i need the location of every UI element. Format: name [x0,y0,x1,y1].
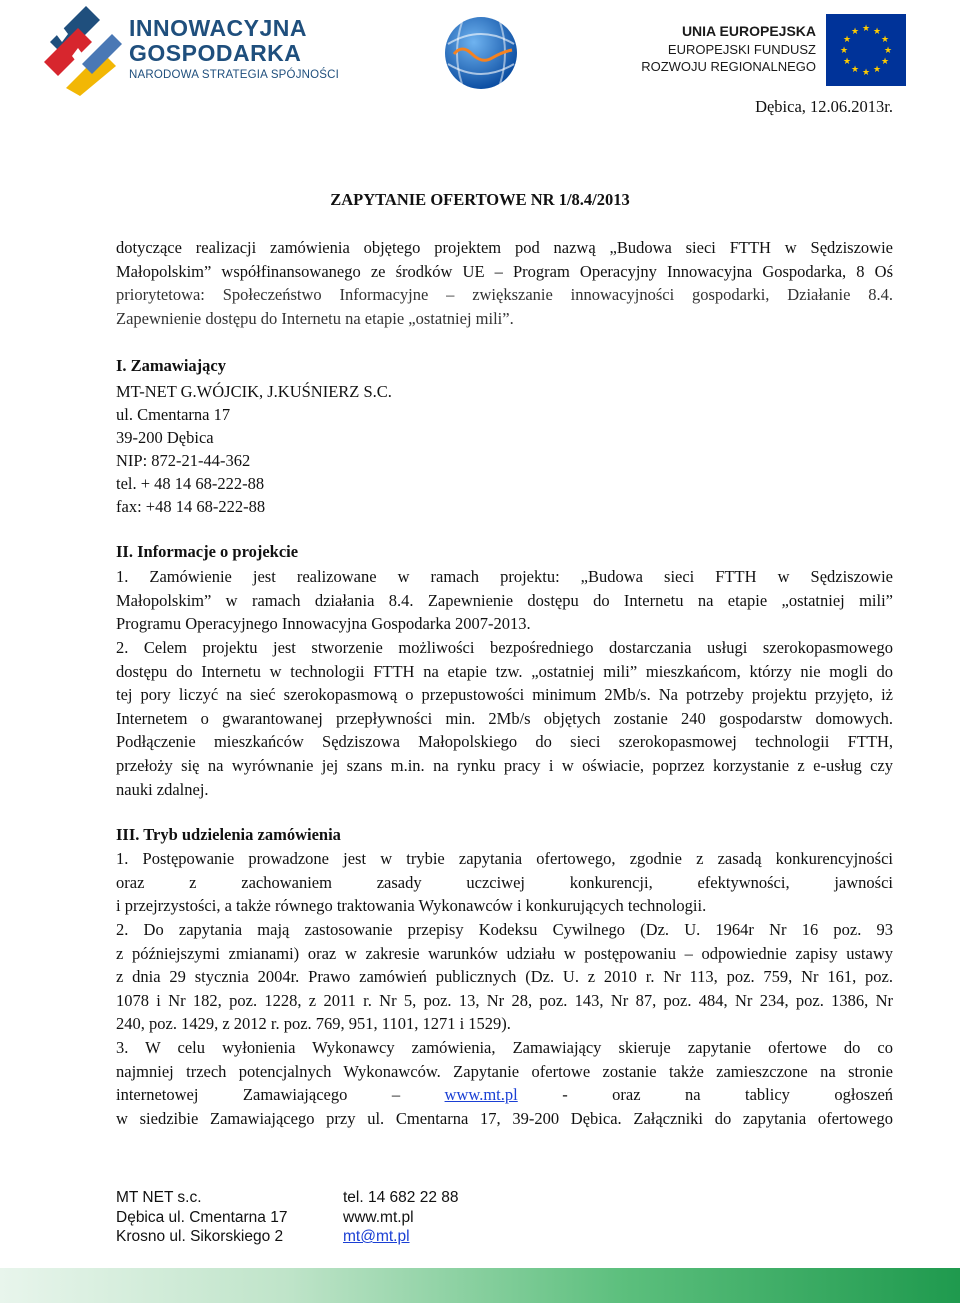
ue-logo-line2: EUROPEJSKI FUNDUSZ [667,42,816,57]
mt-net-logo [442,14,520,92]
footer-email-link[interactable]: mt@mt.pl [343,1228,410,1245]
text-line: Podłączenie mieszkańców Sędziszowa Małopolskiego do sieci szerokopasmowej technologii FTTH, [116,732,893,752]
svg-text:★: ★ [861,24,871,34]
svg-text:★: ★ [880,35,890,45]
ig-logo-line1: INNOWACYJNA [129,15,308,41]
svg-text:★: ★ [872,27,882,37]
section3-point1 [116,847,893,918]
document-title: ZAPYTANIE OFERTOWE NR 1/8.4/2013 [330,190,630,209]
text-line: Programu Operacyjnego Innowacyjna Gospodarka 2007-2013. [116,614,531,634]
eu-flag-icon [826,14,906,86]
address-line: fax: +48 14 68-222-88 [116,497,266,516]
text-line-with-link [116,1083,893,1107]
svg-text:★: ★ [872,65,882,75]
svg-text:★: ★ [850,65,860,75]
svg-text:★: ★ [842,35,852,45]
eu-logo [616,14,906,86]
footer-address-krosno: Krosno ul. Sikorskiego 2 [116,1228,284,1245]
mt-globe-icon [442,14,520,92]
footer-address-debica: Dębica ul. Cmentarna 17 [116,1208,288,1226]
ig-emblem-icon [42,4,124,96]
svg-text:★: ★ [842,57,852,67]
svg-text:★: ★ [883,46,893,56]
footer-contact-info [343,1188,459,1247]
svg-text:★: ★ [850,27,860,37]
text-line: 240, poz. 1429, z 2012 r. poz. 769, 951, 1101, 1271 i 1529). [116,1014,511,1034]
text-line: najmniej trzech potencjalnych Wykonawców. Zapytanie ofertowe zostanie także zamieszczone na stronie [116,1061,893,1081]
svg-text:★: ★ [880,57,890,67]
text-line: tej pory liczyć na sieć szerokopasmową o przepustowości minimum 2Mb/s. Na potrzeby projektu przyjęto, iż [116,685,893,705]
ig-logo-line3: NARODOWA STRATEGIA SPÓJNOŚCI [129,69,340,81]
text-line: 3. W celu wyłonienia Wykonawcy zamówienia, Zamawiający skieruje zapytanie ofertowe do co [116,1038,893,1057]
section2-heading: II. Informacje o projekcie [116,542,299,561]
footer-company-name: MT NET s.c. [116,1189,202,1206]
text-line: 2. Do zapytania mają zastosowanie przepisy Kodeksu Cywilnego (Dz. U. 1964r Nr 16 poz. 93 [116,920,893,939]
text-line: z dnia 29 stycznia 2004r. Prawo zamówień publicznych (Dz. U. z 2010 r. Nr 113, poz. 759, Nr 161, poz. [116,967,893,987]
footer-website: www.mt.pl [343,1208,414,1226]
intro-line: priorytetowa: Społeczeństwo Informacyjne – zwiększanie innowacyjności gospodarki, Działanie 8.4. [116,285,893,305]
address-line: MT-NET G.WÓJCIK, J.KUŚNIERZ S.C. [116,382,392,401]
website-link[interactable]: www.mt.pl [444,1085,518,1105]
text-line: dostępu do Internetu w technologii FTTH na etapie tzw. „ostatniej mili” mieszkańcom, którzy nie mogli do [116,661,893,681]
text-line: 1078 i Nr 182, poz. 1228, z 2011 r. Nr 5, poz. 13, Nr 28, poz. 143, Nr 87, poz. 484, Nr 234, poz. 1386, Nr [116,990,893,1010]
text-line: przełoży się na wyrównanie jej szans m.in. na rynku pracy i w oświacie, poprzez korzystanie z e-usług czy [116,755,893,775]
text-segment: internetowej Zamawiającego – [116,1085,401,1105]
svg-text:★: ★ [839,46,849,56]
svg-text:★: ★ [861,68,871,78]
section2-point2 [116,636,893,801]
text-line: Internetem o gwarantowanej przepływności min. 2Mb/s objętych zostanie 240 gospodarstw domowych. [116,708,893,728]
text-line: oraz z zachowaniem zasady uczciwej konkurencji, efektywności, jawności [116,872,893,892]
footer-company-info [116,1188,287,1247]
text-line: i przejrzystości, a także równego traktowania Wykonawców i konkurujących technologii. [116,896,707,916]
address-line: ul. Cmentarna 17 [116,405,231,424]
text-line: w siedzibie Zamawiającego przy ul. Cmentarna 17, 39-200 Dębica. Załączniki do zapytania ofertowego [116,1108,893,1128]
text-line: 1. Postępowanie prowadzone jest w trybie zapytania ofertowego, zgodnie z zasadą konkurencyjności [116,849,893,868]
intro-line: Małopolskim” współfinansowanego ze środków UE – Program Operacyjny Innowacyjna Gospodarka, 8 Oś [116,261,893,281]
address-line: tel. + 48 14 68-222-88 [116,474,265,493]
address-line: NIP: 872-21-44-362 [116,451,251,470]
section3-heading: III. Tryb udzielenia zamówienia [116,825,341,844]
text-line: Małopolskim” w ramach działania 8.4. Zapewnienie dostępu do Internetu na etapie „ostatniej mili” [116,590,893,610]
intro-line: Zapewnienie dostępu do Internetu na etapie „ostatniej mili”. [116,308,514,328]
section3-point2 [116,918,893,1036]
section2-point1 [116,565,893,636]
text-line: nauki zdalnej. [116,779,209,799]
text-line: z późniejszymi zmianami) oraz w zakresie warunków udziału w postępowaniu – odpowiednie zapisy ustawy [116,943,893,963]
contractor-address [116,380,392,518]
ig-logo-line2: GOSPODARKA [129,40,302,66]
ue-logo-line1: UNIA EUROPEJSKA [681,23,816,39]
innowacyjna-gospodarka-logo [42,4,362,96]
footer-gradient-bar [0,1268,960,1303]
address-line: 39-200 Dębica [116,428,214,447]
section1-heading: I. Zamawiający [116,356,226,375]
text-line: 2. Celem projektu jest stworzenie możliwości bezpośredniego dostarczania usługi szerokopasmowego [116,638,893,657]
intro-line: dotyczące realizacji zamówienia objętego projektem pod nazwą „Budowa sieci FTTH w Sędziszowie [116,238,893,257]
footer-phone: tel. 14 682 22 88 [343,1189,459,1206]
section3-point3 [116,1036,893,1130]
text-segment: - oraz na tablicy ogłoszeń [562,1085,894,1105]
document-date: Dębica, 12.06.2013r. [755,97,893,116]
text-line: 1. Zamówienie jest realizowane w ramach projektu: „Budowa sieci FTTH w Sędziszowie [116,567,893,586]
intro-paragraph [116,236,893,330]
ue-logo-line3: ROZWOJU REGIONALNEGO [641,59,816,74]
